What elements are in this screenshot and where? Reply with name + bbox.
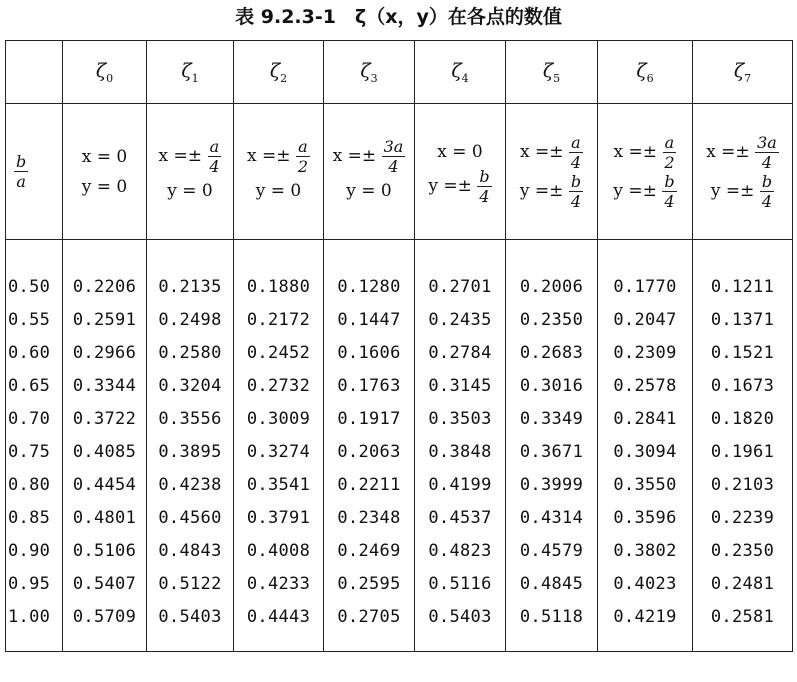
y-condition [506, 172, 597, 211]
y-condition [234, 176, 323, 206]
ratio-value: 0.80 [6, 468, 63, 501]
x-condition [324, 137, 414, 176]
x-expression: x =± [246, 146, 291, 166]
zeta-6-value: 0.2841 [598, 402, 693, 435]
y-expression: y =± [613, 180, 657, 201]
zeta-symbol: ζ [360, 59, 371, 82]
zeta-symbol: ζ [733, 59, 745, 82]
y-expression: y = 0 [255, 181, 302, 201]
x-fraction [662, 133, 676, 172]
zeta-3-value: 0.1763 [324, 369, 415, 402]
zeta-subscript: 0 [106, 71, 114, 85]
zeta-subscript: 7 [744, 71, 752, 85]
zeta-symbol: ζ [95, 59, 107, 82]
ratio-fraction [14, 152, 28, 191]
y-fraction [477, 167, 491, 206]
zeta-1-value: 0.3895 [147, 435, 234, 468]
zeta-2-value: 0.2732 [234, 369, 324, 402]
zeta-3-value: 0.2595 [324, 567, 415, 600]
zeta-2-coordinates [234, 104, 324, 240]
zeta-4-value: 0.3145 [415, 369, 506, 402]
y-denominator: 4 [479, 187, 490, 206]
zeta-5-value: 0.3349 [506, 402, 598, 435]
zeta-4-value: 0.2701 [415, 240, 506, 304]
x-fraction [296, 137, 310, 176]
zeta-4-value: 0.2784 [415, 336, 506, 369]
x-numerator: a [209, 137, 220, 156]
header-symbol-row [6, 41, 793, 104]
y-condition [598, 172, 692, 211]
zeta-3-coordinates [324, 104, 415, 240]
zeta-4-header [415, 41, 506, 104]
ratio-value: 0.60 [6, 336, 63, 369]
x-denominator: 2 [297, 157, 309, 176]
zeta-7-value: 0.1820 [693, 402, 793, 435]
zeta-0-header [63, 41, 147, 104]
x-fraction [755, 133, 779, 172]
zeta-2-value: 0.3541 [234, 468, 324, 501]
ratio-value: 0.70 [6, 402, 63, 435]
table-row [6, 336, 793, 369]
x-numerator: a [571, 132, 581, 152]
table-row [6, 534, 793, 567]
zeta-3-value: 0.2211 [324, 468, 415, 501]
zeta-subscript: 2 [280, 71, 288, 85]
zeta-7-value: 0.1521 [693, 336, 793, 369]
zeta-2-value: 0.2452 [234, 336, 324, 369]
ratio-value: 0.65 [6, 369, 63, 402]
zeta-1-value: 0.2498 [147, 303, 234, 336]
x-denominator: 4 [209, 157, 220, 176]
zeta-2-value: 0.3009 [234, 402, 324, 435]
zeta-7-value: 0.1371 [693, 303, 793, 336]
zeta-3-value: 0.2348 [324, 501, 415, 534]
zeta-3-value: 0.1917 [324, 402, 415, 435]
zeta-7-value: 0.1961 [693, 435, 793, 468]
zeta-2-value: 0.2172 [234, 303, 324, 336]
y-numerator: b [570, 171, 582, 191]
zeta-6-value: 0.4023 [598, 567, 693, 600]
x-expression: x = 0 [81, 146, 128, 167]
zeta-symbol: ζ [451, 59, 462, 82]
zeta-0-value: 0.5106 [63, 534, 147, 567]
zeta-4-value: 0.4537 [415, 501, 506, 534]
x-numerator: 3a [757, 132, 777, 152]
data-body [6, 240, 793, 652]
zeta-5-value: 0.4579 [506, 534, 598, 567]
zeta-1-value: 0.2580 [147, 336, 234, 369]
x-condition [63, 142, 146, 172]
ratio-value: 0.95 [6, 567, 63, 600]
table-caption: 表 9.2.3-1 ζ（x，y）在各点的数值 [235, 6, 562, 28]
corner-cell [6, 41, 63, 104]
zeta-0-value: 0.3344 [63, 369, 147, 402]
zeta-2-value: 0.3274 [234, 435, 324, 468]
zeta-6-value: 0.2309 [598, 336, 693, 369]
y-expression: y =± [428, 176, 472, 196]
y-expression: y = 0 [346, 181, 392, 201]
x-denominator: 2 [664, 152, 675, 172]
x-expression: x =± [519, 141, 564, 162]
zeta-0-value: 0.3722 [63, 402, 147, 435]
zeta-0-value: 0.5709 [63, 600, 147, 652]
y-denominator: 4 [570, 191, 582, 211]
zeta-5-value: 0.3671 [506, 435, 598, 468]
zeta-6-value: 0.2578 [598, 369, 693, 402]
y-expression: y = 0 [167, 181, 213, 201]
zeta-6-value: 0.1770 [598, 240, 693, 304]
zeta-1-value: 0.4560 [147, 501, 234, 534]
ratio-header-cell [6, 104, 63, 240]
zeta-1-value: 0.5122 [147, 567, 234, 600]
zeta-2-header [234, 41, 324, 104]
zeta-6-value: 0.3094 [598, 435, 693, 468]
zeta-3-value: 0.2469 [324, 534, 415, 567]
ratio-value: 0.75 [6, 435, 63, 468]
zeta-values-table [5, 40, 793, 652]
y-denominator: 4 [761, 191, 773, 211]
x-fraction [207, 137, 221, 176]
zeta-5-value: 0.4314 [506, 501, 598, 534]
zeta-3-value: 0.2705 [324, 600, 415, 652]
zeta-2-value: 0.4443 [234, 600, 324, 652]
zeta-0-value: 0.4454 [63, 468, 147, 501]
y-denominator: 4 [664, 191, 675, 211]
y-expression: y =± [519, 180, 564, 201]
zeta-0-value: 0.4085 [63, 435, 147, 468]
zeta-3-value: 0.1447 [324, 303, 415, 336]
zeta-6-value: 0.3550 [598, 468, 693, 501]
zeta-5-value: 0.3999 [506, 468, 598, 501]
zeta-0-value: 0.2591 [63, 303, 147, 336]
x-expression: x =± [706, 141, 750, 162]
zeta-7-coordinates [693, 104, 793, 240]
x-numerator: 3a [383, 137, 404, 156]
zeta-5-value: 0.5118 [506, 600, 598, 652]
table-row [6, 240, 793, 304]
zeta-6-coordinates [598, 104, 693, 240]
y-numerator: b [479, 167, 490, 186]
x-condition [415, 137, 505, 167]
zeta-5-value: 0.2683 [506, 336, 598, 369]
zeta-4-value: 0.3848 [415, 435, 506, 468]
y-fraction [569, 172, 583, 211]
y-condition [324, 176, 414, 206]
zeta-0-value: 0.4801 [63, 501, 147, 534]
table-row [6, 402, 793, 435]
zeta-5-value: 0.2350 [506, 303, 598, 336]
table-row [6, 600, 793, 652]
zeta-1-value: 0.2135 [147, 240, 234, 304]
zeta-3-header [324, 41, 415, 104]
zeta-7-value: 0.1211 [693, 240, 793, 304]
ratio-value: 1.00 [6, 600, 63, 652]
y-condition [147, 176, 233, 206]
zeta-7-value: 0.1673 [693, 369, 793, 402]
zeta-symbol: ζ [542, 59, 554, 82]
zeta-0-value: 0.2206 [63, 240, 147, 304]
zeta-subscript: 1 [191, 71, 199, 85]
y-expression: y =± [710, 180, 755, 201]
x-condition [147, 137, 233, 176]
table-row [6, 567, 793, 600]
header-coordinate-row [6, 104, 793, 240]
zeta-subscript: 4 [461, 71, 469, 85]
zeta-2-value: 0.4233 [234, 567, 324, 600]
zeta-6-value: 0.3596 [598, 501, 693, 534]
zeta-4-value: 0.4823 [415, 534, 506, 567]
ratio-value: 0.85 [6, 501, 63, 534]
zeta-7-value: 0.2103 [693, 468, 793, 501]
x-numerator: a [664, 132, 675, 152]
zeta-4-value: 0.2435 [415, 303, 506, 336]
zeta-1-value: 0.3204 [147, 369, 234, 402]
zeta-7-value: 0.2481 [693, 567, 793, 600]
zeta-4-coordinates [415, 104, 506, 240]
x-condition [598, 133, 692, 172]
zeta-1-value: 0.3556 [147, 402, 234, 435]
y-numerator: b [761, 171, 773, 191]
x-condition [234, 137, 323, 176]
zeta-symbol: ζ [636, 59, 647, 82]
zeta-4-value: 0.5403 [415, 600, 506, 652]
zeta-4-value: 0.3503 [415, 402, 506, 435]
zeta-5-value: 0.2006 [506, 240, 598, 304]
zeta-2-value: 0.1880 [234, 240, 324, 304]
zeta-7-value: 0.2239 [693, 501, 793, 534]
y-condition [415, 167, 505, 206]
zeta-2-value: 0.4008 [234, 534, 324, 567]
zeta-4-value: 0.5116 [415, 567, 506, 600]
ratio-value: 0.50 [6, 240, 63, 304]
zeta-5-value: 0.4845 [506, 567, 598, 600]
ratio-value: 0.90 [6, 534, 63, 567]
x-expression: x =± [613, 141, 657, 162]
y-expression: y = 0 [81, 176, 128, 197]
zeta-3-value: 0.1606 [324, 336, 415, 369]
y-numerator: b [664, 171, 675, 191]
zeta-0-coordinates [63, 104, 147, 240]
zeta-6-value: 0.4219 [598, 600, 693, 652]
x-denominator: 4 [761, 152, 773, 172]
zeta-7-value: 0.2581 [693, 600, 793, 652]
zeta-7-value: 0.2350 [693, 534, 793, 567]
x-condition [693, 133, 792, 172]
zeta-1-coordinates [147, 104, 234, 240]
zeta-4-value: 0.4199 [415, 468, 506, 501]
ratio-value: 0.55 [6, 303, 63, 336]
x-expression: x = 0 [437, 142, 483, 162]
zeta-1-value: 0.4238 [147, 468, 234, 501]
zeta-0-value: 0.5407 [63, 567, 147, 600]
zeta-6-value: 0.3802 [598, 534, 693, 567]
zeta-3-value: 0.1280 [324, 240, 415, 304]
table-row [6, 369, 793, 402]
x-condition [506, 133, 597, 172]
zeta-symbol: ζ [269, 59, 281, 82]
zeta-1-value: 0.4843 [147, 534, 234, 567]
zeta-subscript: 3 [370, 71, 378, 85]
x-expression: x =± [158, 146, 202, 166]
y-fraction [662, 172, 676, 211]
zeta-6-header [598, 41, 693, 104]
x-denominator: 4 [570, 152, 582, 172]
x-numerator: a [298, 137, 308, 156]
zeta-1-value: 0.5403 [147, 600, 234, 652]
zeta-symbol: ζ [181, 59, 192, 82]
table-row [6, 435, 793, 468]
x-denominator: 4 [388, 157, 399, 176]
zeta-subscript: 6 [646, 71, 654, 85]
zeta-5-value: 0.3016 [506, 369, 598, 402]
zeta-0-value: 0.2966 [63, 336, 147, 369]
table-row [6, 303, 793, 336]
zeta-2-value: 0.3791 [234, 501, 324, 534]
zeta-5-coordinates [506, 104, 598, 240]
zeta-6-value: 0.2047 [598, 303, 693, 336]
zeta-3-value: 0.2063 [324, 435, 415, 468]
y-fraction [760, 172, 774, 211]
zeta-7-header [693, 41, 793, 104]
x-fraction [382, 137, 406, 176]
ratio-denominator: a [16, 172, 26, 191]
x-fraction [569, 133, 583, 172]
x-expression: x =± [332, 146, 377, 166]
y-condition [63, 172, 146, 202]
ratio-numerator: b [16, 152, 27, 171]
y-condition [693, 172, 792, 211]
zeta-5-header [506, 41, 598, 104]
table-row [6, 468, 793, 501]
zeta-subscript: 5 [553, 71, 561, 85]
zeta-1-header [147, 41, 234, 104]
table-row [6, 501, 793, 534]
